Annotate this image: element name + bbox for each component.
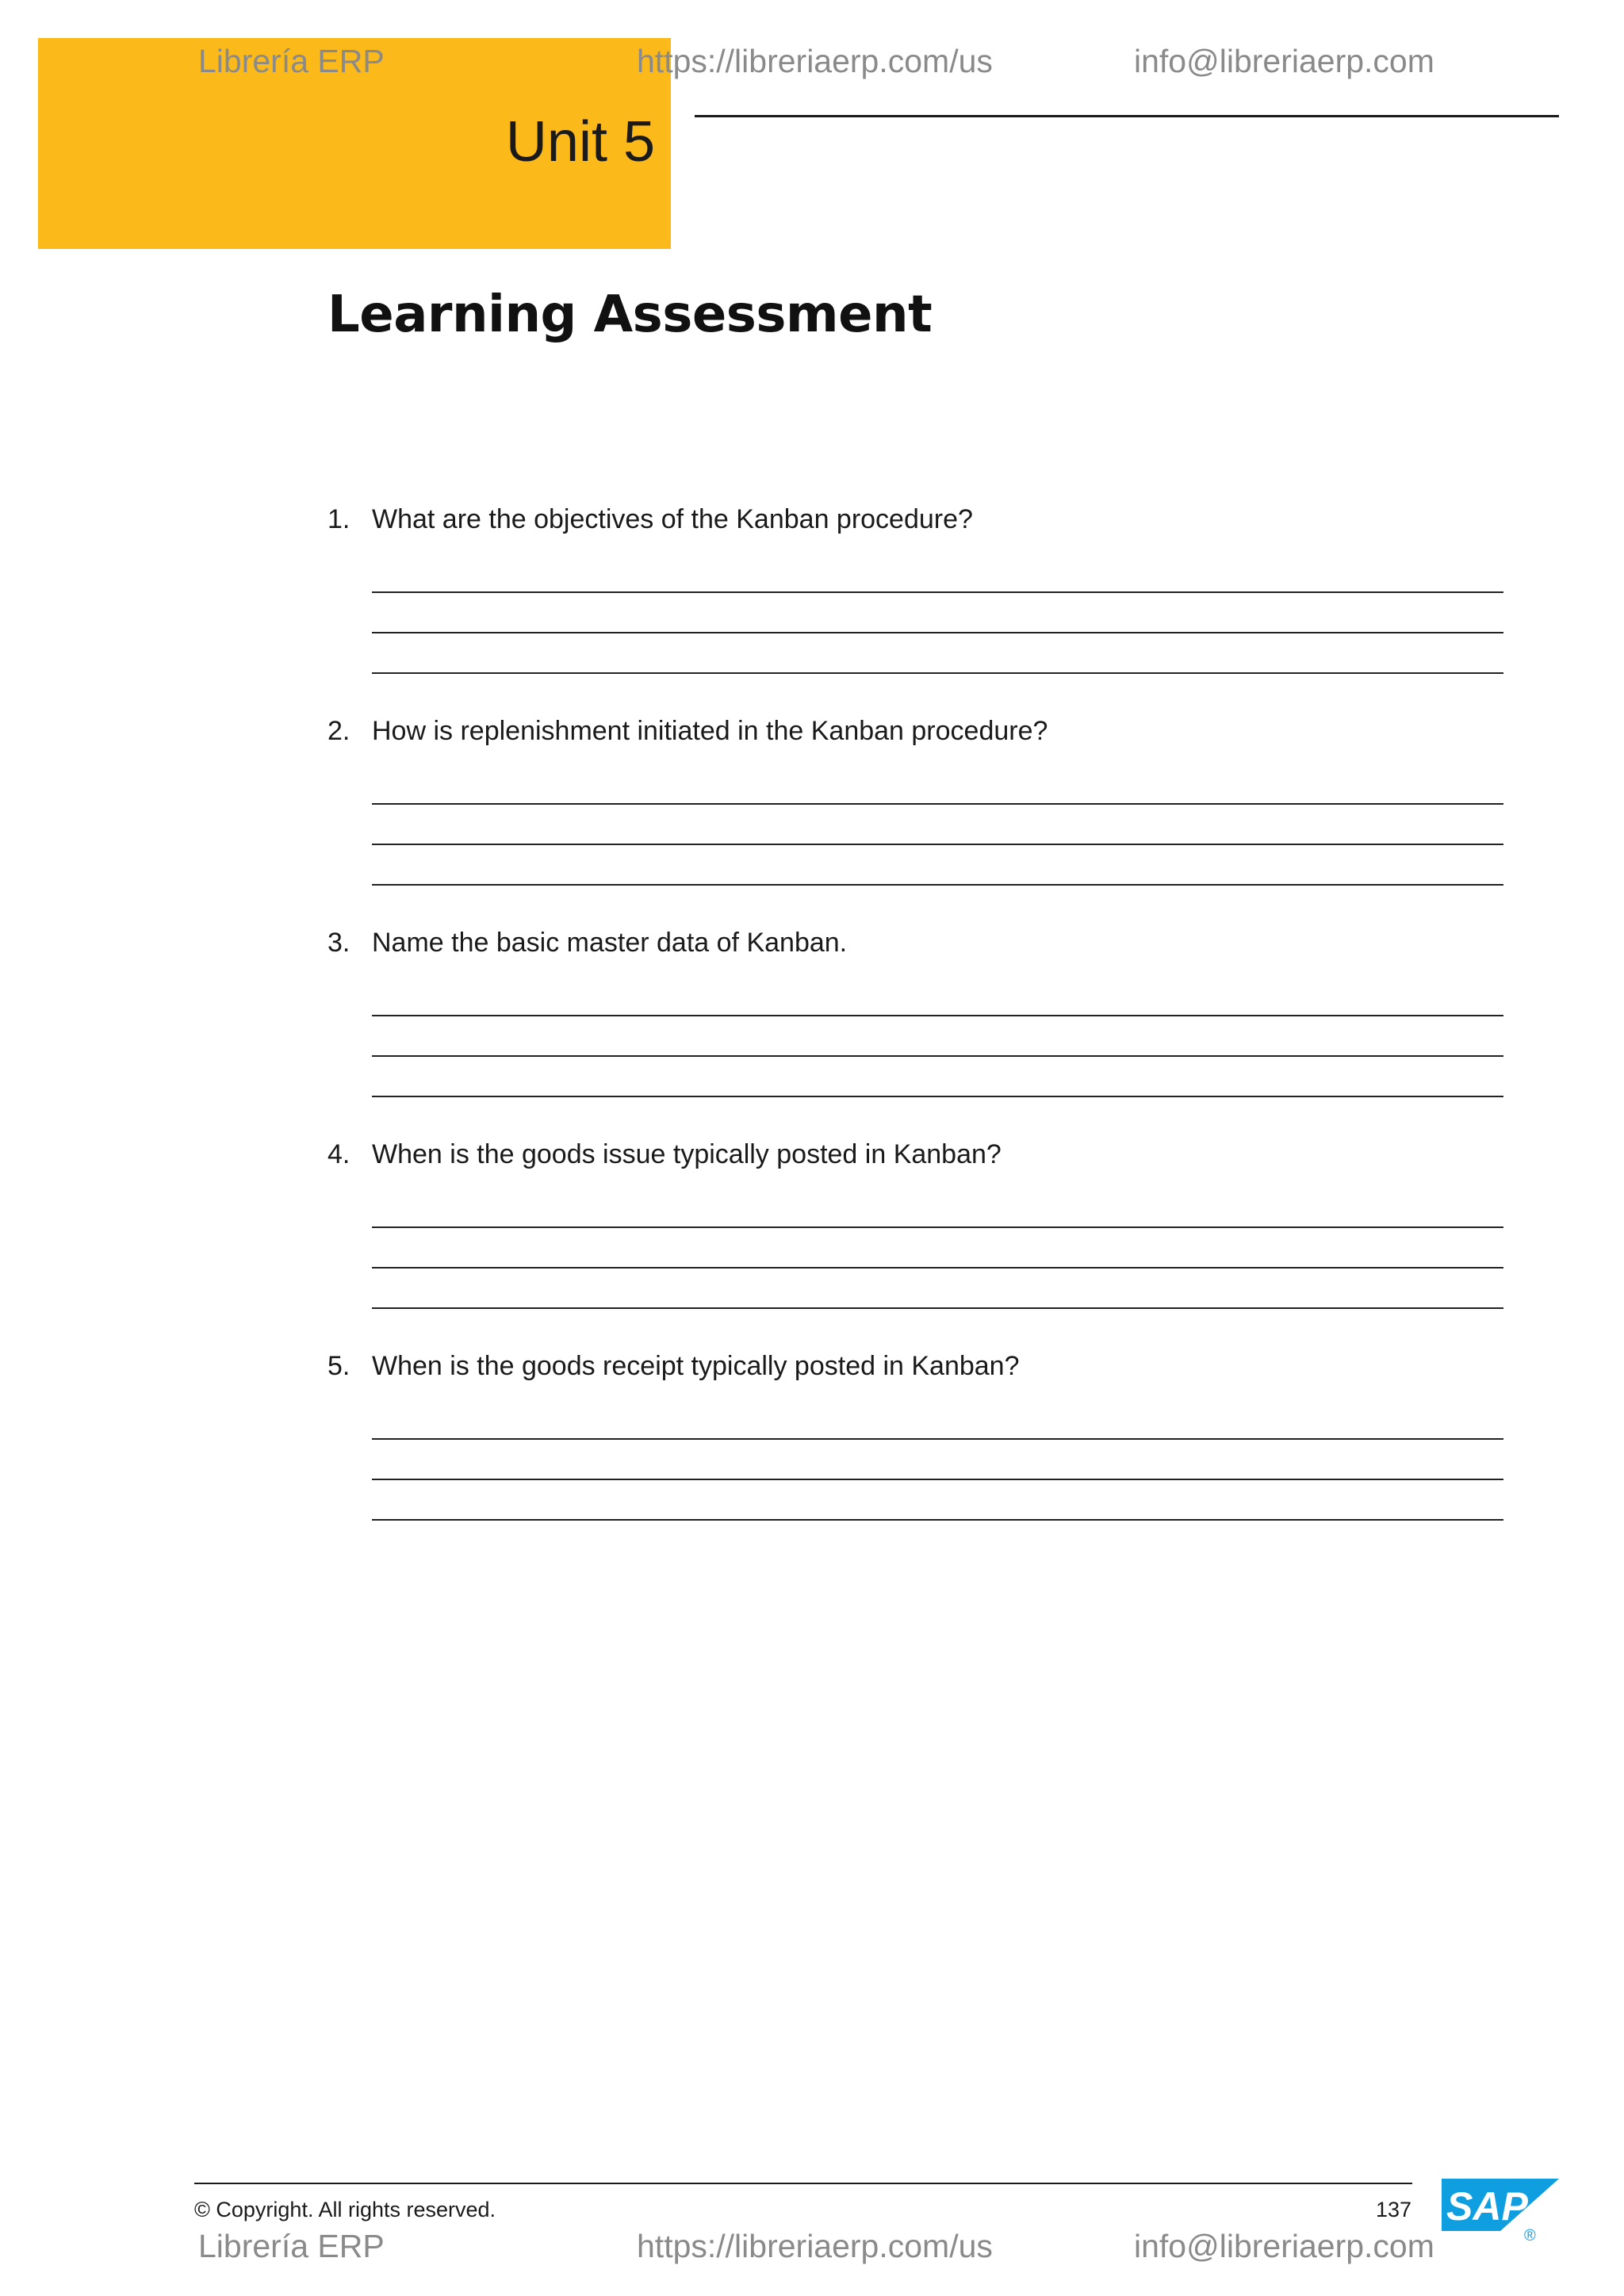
answer-line[interactable] xyxy=(372,1519,1503,1521)
answer-line[interactable] xyxy=(372,591,1503,593)
answer-line[interactable] xyxy=(372,803,1503,805)
question-text: When is the goods issue typically posted in Kanban? xyxy=(372,1139,1002,1169)
answer-line[interactable] xyxy=(372,632,1503,633)
sap-logo-text: SAP xyxy=(1446,2184,1528,2229)
watermark-url-bottom: https://libreriaerp.com/us xyxy=(637,2228,993,2264)
answer-line[interactable] xyxy=(372,1438,1503,1440)
question-number: 1. xyxy=(327,504,350,534)
watermark-site-bottom: Librería ERP xyxy=(198,2228,385,2264)
question-number: 4. xyxy=(327,1139,350,1169)
question-number: 2. xyxy=(327,716,350,746)
question-text: When is the goods receipt typically posted in Kanban? xyxy=(372,1351,1020,1381)
watermark-email-top: info@libreriaerp.com xyxy=(1134,43,1434,79)
header-divider xyxy=(695,115,1559,117)
page-number: 137 xyxy=(1375,2198,1411,2221)
answer-line[interactable] xyxy=(372,672,1503,674)
answer-line[interactable] xyxy=(372,1479,1503,1480)
watermark-site-top: Librería ERP xyxy=(198,43,385,79)
copyright-notice: © Copyright. All rights reserved. xyxy=(194,2198,496,2221)
question-number: 5. xyxy=(327,1351,350,1381)
answer-line[interactable] xyxy=(372,1055,1503,1057)
question-number: 3. xyxy=(327,928,350,958)
unit-title: Unit 5 xyxy=(505,110,655,174)
answer-line[interactable] xyxy=(372,1307,1503,1309)
answer-line[interactable] xyxy=(372,844,1503,845)
answer-line[interactable] xyxy=(372,1267,1503,1269)
answer-line[interactable] xyxy=(372,1226,1503,1228)
answer-line[interactable] xyxy=(372,1096,1503,1097)
registered-mark: ® xyxy=(1524,2227,1536,2242)
footer-divider xyxy=(194,2183,1412,2184)
watermark-url-top: https://libreriaerp.com/us xyxy=(637,43,993,79)
answer-line[interactable] xyxy=(372,884,1503,886)
question-text: What are the objectives of the Kanban procedure? xyxy=(372,504,973,534)
question-text: How is replenishment initiated in the Kanban procedure? xyxy=(372,716,1048,746)
watermark-email-bottom: info@libreriaerp.com xyxy=(1134,2228,1434,2264)
answer-line[interactable] xyxy=(372,1015,1503,1016)
question-text: Name the basic master data of Kanban. xyxy=(372,928,848,958)
sap-logo xyxy=(1442,2179,1559,2242)
page-title: Learning Assessment xyxy=(327,285,933,344)
